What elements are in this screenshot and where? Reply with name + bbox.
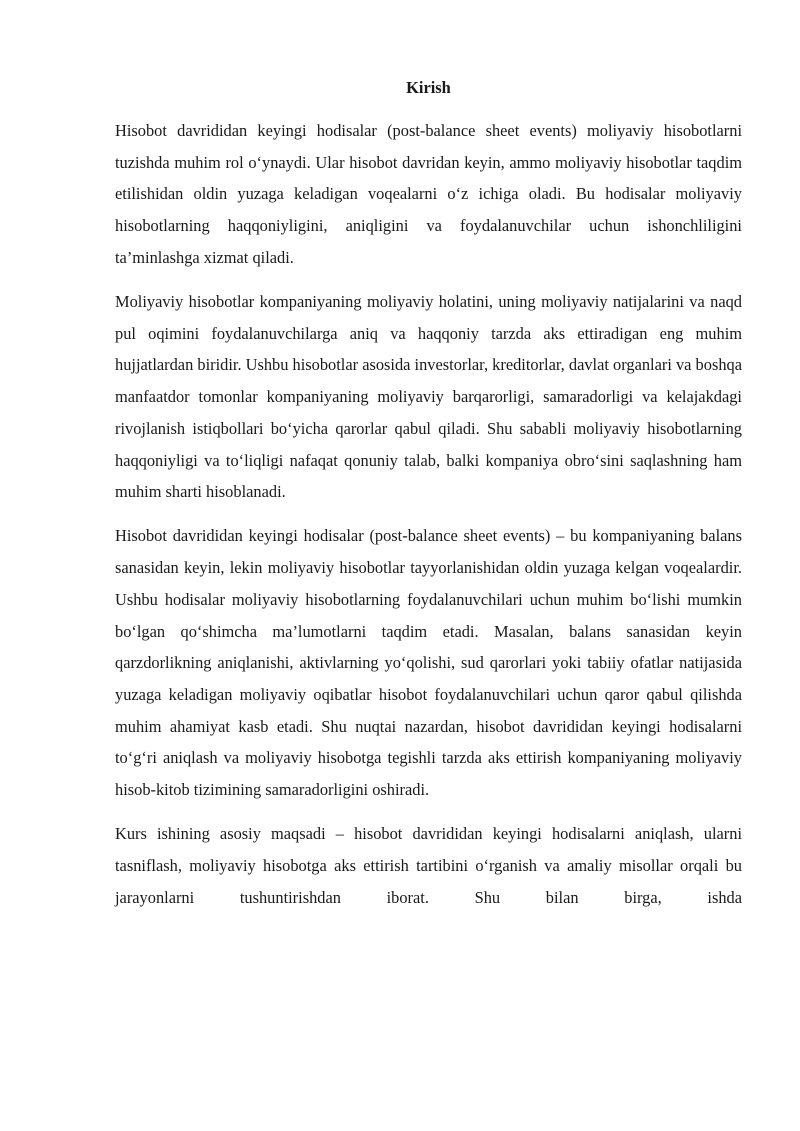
paragraph-4: Kurs ishining asosiy maqsadi – hisobot davrididan keyingi hodisalarni aniqlash, ularni tasniflash, moliyaviy hisobotga aks ettirish tartibini o‘rganish va amaliy misollar orqali bu jarayonlarni tushuntirishdan iborat. Shu bilan birga, ishda xyxy=(115,824,742,907)
paragraph-3: Hisobot davrididan keyingi hodisalar (post-balance sheet events) – bu kompaniyaning balans sanasidan keyin, lekin moliyaviy hisobotlar tayyorlanishidan oldin yuzaga kelgan voqealardir. Ushbu hodisalar moliyaviy hisobotlarning foydalanuvchilari uchun muhim bo‘lishi mumkin bo‘lgan qo‘shimcha ma’lumotlarni taqdim etadi. Masalan, balans sanasidan keyin qarzdorlikning aniqlanishi, aktivlarning yo‘qolishi, sud qarorlari yoki tabiiy ofatlar natijasida yuzaga keladigan moliyaviy oqibatlar hisobot foydalanuvchilari uchun qaror qabul qilishda muhim ahamiyat kasb etadi. Shu nuqtai nazardan, hisobot davrididan keyingi hodisalarni to‘g‘ri aniqlash va moliyaviy hisobotga tegishli tarzda aks ettirish kompaniyaning moliyaviy hisob-kitob tizimining samaradorligini oshiradi. xyxy=(115,526,742,800)
paragraph-1: Hisobot davrididan keyingi hodisalar (post-balance sheet events) moliyaviy hisobotlarni tuzishda muhim rol o‘ynaydi. Ular hisobot davridan keyin, ammo moliyaviy hisobotlar taqdim etilishidan oldin yuzaga keladigan voqealarni o‘z ichiga oladi. Bu hodisalar moliyaviy hisobotlarning haqqoniyligini, aniqligini va foydalanuvchilar uchun ishonchliligini ta’minlashga xizmat qiladi. xyxy=(115,121,742,267)
document-page xyxy=(115,72,742,926)
section-title: Kirish xyxy=(406,78,451,97)
paragraph-2: Moliyaviy hisobotlar kompaniyaning moliyaviy holatini, uning moliyaviy natijalarini va naqd pul oqimini foydalanuvchilarga aniq va haqqoniy tarzda aks ettiradigan eng muhim hujjatlardan biridir. Ushbu hisobotlar asosida investorlar, kreditorlar, davlat organlari va boshqa manfaatdor tomonlar kompaniyaning moliyaviy barqarorligi, samaradorligi va kelajakdagi rivojlanish istiqbollari bo‘yicha qarorlar qabul qiladi. Shu sababli moliyaviy hisobotlarning haqqoniyligi va to‘liqligi nafaqat qonuniy talab, balki kompaniya obro‘sini saqlashning ham muhim sharti hisoblanadi. xyxy=(115,292,742,502)
